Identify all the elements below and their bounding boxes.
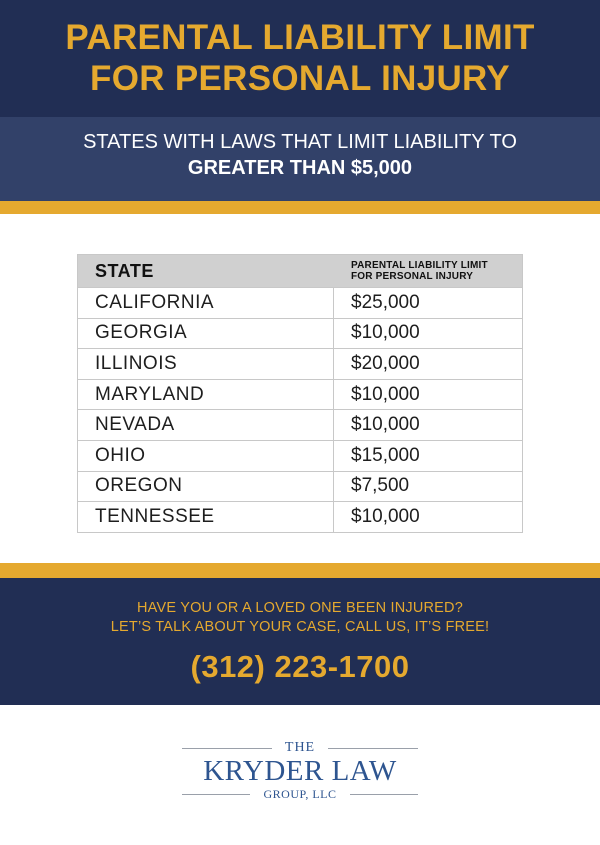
- state-cell: OHIO: [78, 441, 334, 471]
- page-title: [0, 0, 600, 117]
- logo-name: KRYDER LAW: [203, 755, 397, 787]
- state-cell: MARYLAND: [78, 380, 334, 410]
- limit-column-header: PARENTAL LIABILITY LIMIT FOR PERSONAL INJURY: [351, 260, 488, 282]
- limit-cell: $7,500: [351, 475, 410, 497]
- table-row: [78, 287, 522, 318]
- table-row: [78, 379, 522, 410]
- limit-cell: $15,000: [351, 444, 420, 466]
- state-cell: NEVADA: [78, 410, 334, 440]
- gold-divider-top: [0, 201, 600, 214]
- state-column-header: STATE: [95, 260, 154, 281]
- logo-the: THE: [180, 740, 420, 756]
- limit-cell: $20,000: [351, 352, 420, 374]
- title-line-1: PARENTAL LIABILITY LIMIT: [65, 18, 535, 57]
- limit-cell: $10,000: [351, 322, 420, 344]
- title-line-2: FOR PERSONAL INJURY: [90, 59, 510, 98]
- logo-group: GROUP, LLC: [180, 786, 420, 802]
- phone-number[interactable]: (312) 223-1700: [190, 649, 410, 684]
- limit-cell: $10,000: [351, 505, 420, 527]
- contact-banner: [0, 578, 600, 705]
- liability-table: [77, 254, 523, 533]
- table-row: [78, 409, 522, 440]
- subtitle-line-1: STATES WITH LAWS THAT LIMIT LIABILITY TO: [83, 131, 517, 153]
- table-row: [78, 440, 522, 471]
- subtitle-banner: [0, 117, 600, 201]
- table-row: [78, 348, 522, 379]
- limit-cell: $10,000: [351, 383, 420, 405]
- limit-cell: $25,000: [351, 291, 420, 313]
- question-line-2: LET’S TALK ABOUT YOUR CASE, CALL US, IT’S FREE!: [110, 619, 490, 635]
- state-cell: CALIFORNIA: [78, 288, 334, 318]
- limit-cell: $10,000: [351, 414, 420, 436]
- gold-divider-bottom: [0, 563, 600, 578]
- state-cell: GEORGIA: [78, 319, 334, 349]
- question-line-1: HAVE YOU OR A LOVED ONE BEEN INJURED?: [137, 600, 463, 616]
- table-row: [78, 318, 522, 349]
- state-cell: ILLINOIS: [78, 349, 334, 379]
- kryder-law-logo: [180, 740, 420, 805]
- subtitle-line-2: GREATER THAN $5,000: [187, 157, 413, 179]
- state-cell: TENNESSEE: [78, 502, 334, 532]
- table-row: [78, 501, 522, 532]
- table-row: [78, 471, 522, 502]
- state-cell: OREGON: [78, 472, 334, 502]
- table-header-row: [78, 255, 522, 287]
